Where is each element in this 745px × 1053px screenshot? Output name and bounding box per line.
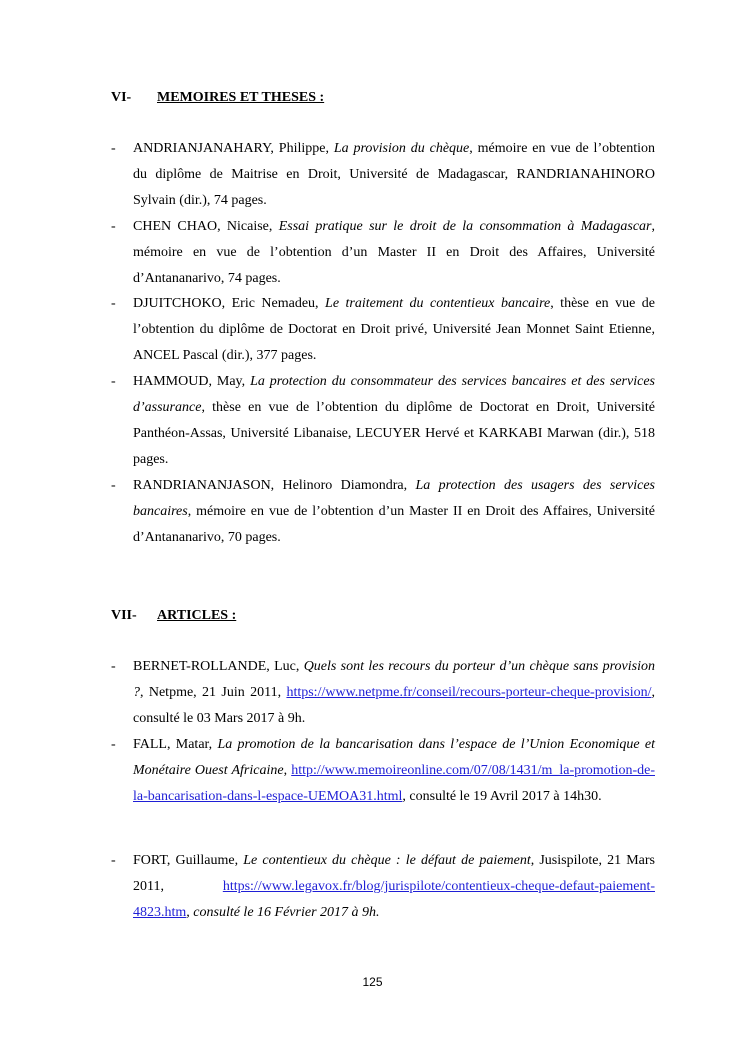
entry-details: , Netpme, 21 Juin 2011, [140, 685, 287, 700]
list-dash: - [111, 296, 116, 311]
entry-author: ANDRIANJANAHARY, Philippe, [133, 141, 334, 156]
bibliography-entry [111, 732, 655, 810]
list-dash: - [111, 853, 116, 868]
entry-author: CHEN CHAO, Nicaise, [133, 219, 279, 234]
entry-details: , mémoire en vue de l’obtention d’un Master II en Droit des Affaires, Université d’Antananarivo, 74 pages. [133, 219, 655, 286]
entry-details: , mémoire en vue de l’obtention du diplôme de Maitrise en Droit, Université de Madagascar, RANDRIANAHINORO Sylvain (dir.), 74 pages. [133, 141, 655, 208]
entry-author: FALL, Matar, [133, 737, 218, 752]
entry-author: RANDRIANANJASON, Helinoro Diamondra, [133, 478, 416, 493]
entry-author: HAMMOUD, May, [133, 374, 251, 389]
bibliography-entry [111, 654, 655, 732]
list-dash: - [111, 659, 116, 674]
entry-author: DJUITCHOKO, Eric Nemadeu, [133, 296, 326, 311]
list-dash: - [111, 219, 116, 234]
entry-details: , thèse en vue de l’obtention du diplôme de Doctorat en Droit, Université Panthéon-Assas, Université Libanaise, LECUYER Hervé et KARKABI Marwan (dir.), 518 pages. [133, 400, 655, 467]
entry-title: La promotion de la bancarisation dans l’espace de l’Union Economique et Monétaire Ouest Africaine [133, 737, 655, 778]
section-number: VII- [111, 608, 137, 623]
entry-link[interactable]: https://www.netpme.fr/conseil/recours-porteur-cheque-provision/ [286, 685, 652, 700]
entry-title: La protection du consommateur des services bancaires et des services d’assurance [133, 374, 655, 415]
section-title: ARTICLES : [157, 608, 237, 623]
entry-title: Quels sont les recours du porteur d’un chèque sans provision ? [133, 659, 656, 700]
bibliography-entry [111, 214, 655, 292]
list-dash: - [111, 737, 116, 752]
entry-title: Le traitement du contentieux bancaire [325, 296, 551, 311]
entry-consulted: , consulté le 19 Avril 2017 à 14h30. [402, 789, 602, 804]
bibliography-entry [111, 369, 655, 473]
entry-title: La protection des usagers des services bancaires [133, 478, 655, 519]
entry-author: FORT, Guillaume, [133, 853, 244, 868]
entry-consulted: , consulté le 16 Février 2017 à 9h. [186, 905, 380, 920]
entry-title: La provision du chèque [333, 141, 470, 156]
section-heading-memoires [111, 89, 324, 107]
entry-details: , mémoire en vue de l’obtention d’un Master II en Droit des Affaires, Université d’Antananarivo, 70 pages. [133, 504, 655, 545]
entry-details: , thèse en vue de l’obtention du diplôme de Doctorat en Droit privé, Université Jean Monnet Saint Etienne, ANCEL Pascal (dir.), 377 pages. [133, 296, 655, 363]
bibliography-entry [111, 291, 655, 369]
entry-author: BERNET-ROLLANDE, Luc, [133, 659, 304, 674]
bibliography-entry [111, 136, 655, 214]
bibliography-entry [111, 473, 655, 551]
entry-title: Le contentieux du chèque : le défaut de paiement [243, 853, 531, 868]
section-title: MEMOIRES ET THESES : [157, 90, 325, 105]
entry-details: , [283, 763, 292, 778]
section-heading-articles [111, 607, 236, 625]
list-dash: - [111, 374, 116, 389]
list-dash: - [111, 478, 116, 493]
section-number: VI- [111, 90, 132, 105]
entry-details: , Jusispilote, 21 Mars 2011, [133, 853, 655, 894]
list-dash: - [111, 141, 116, 156]
entry-link[interactable]: https://www.legavox.fr/blog/jurispilote/contentieux-cheque-defaut-paiement-4823.htm [133, 879, 655, 920]
entry-link[interactable]: http://www.memoireonline.com/07/08/1431/m_la-promotion-de-la-bancarisation-dans-l-espace-UEMOA31.html [133, 763, 655, 804]
page-number: 125 [362, 975, 383, 989]
entry-title: Essai pratique sur le droit de la consommation à Madagascar [278, 219, 652, 234]
bibliography-entry [111, 848, 655, 926]
entry-consulted: , consulté le 03 Mars 2017 à 9h. [133, 685, 655, 726]
